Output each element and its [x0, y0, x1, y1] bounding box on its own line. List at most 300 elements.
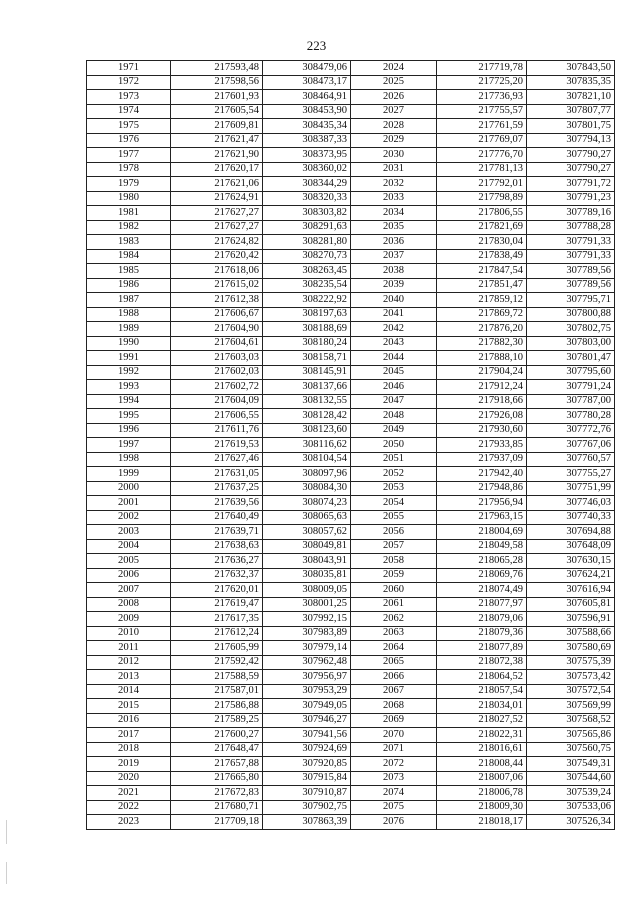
table-cell-y-coordinate: 308320,33 [263, 191, 351, 206]
table-cell-y-coordinate: 308464,91 [263, 90, 351, 105]
table-cell-point-number: 2059 [351, 568, 437, 583]
table-row [87, 293, 615, 308]
table-row [87, 525, 615, 540]
table-cell-y-coordinate: 308057,62 [263, 525, 351, 540]
table-cell-point-number: 2025 [351, 75, 437, 90]
table-cell-point-number: 2036 [351, 235, 437, 250]
table-cell-y-coordinate: 307915,84 [263, 771, 351, 786]
table-cell-y-coordinate: 308074,23 [263, 496, 351, 511]
table-cell-y-coordinate: 307941,56 [263, 728, 351, 743]
table-cell-x-coordinate: 217876,20 [437, 322, 527, 337]
table-row [87, 597, 615, 612]
table-cell-y-coordinate: 307560,75 [527, 742, 615, 757]
table-cell-x-coordinate: 217617,35 [171, 612, 263, 627]
table-cell-point-number: 1992 [87, 365, 171, 380]
table-cell-x-coordinate: 217600,27 [171, 728, 263, 743]
table-cell-x-coordinate: 217627,27 [171, 220, 263, 235]
table-cell-point-number: 1987 [87, 293, 171, 308]
table-cell-x-coordinate: 218027,52 [437, 713, 527, 728]
table-cell-x-coordinate: 217620,17 [171, 162, 263, 177]
table-cell-x-coordinate: 217851,47 [437, 278, 527, 293]
table-cell-point-number: 2058 [351, 554, 437, 569]
table-cell-y-coordinate: 307946,27 [263, 713, 351, 728]
table-cell-y-coordinate: 307549,31 [527, 757, 615, 772]
table-cell-y-coordinate: 308473,17 [263, 75, 351, 90]
table-cell-y-coordinate: 307956,97 [263, 670, 351, 685]
table-cell-x-coordinate: 217637,25 [171, 481, 263, 496]
table-row [87, 641, 615, 656]
table-cell-x-coordinate: 217604,61 [171, 336, 263, 351]
table-cell-point-number: 2054 [351, 496, 437, 511]
table-cell-point-number: 2030 [351, 148, 437, 163]
table-row [87, 815, 615, 830]
table-cell-point-number: 2020 [87, 771, 171, 786]
table-cell-point-number: 2044 [351, 351, 437, 366]
table-cell-y-coordinate: 308180,24 [263, 336, 351, 351]
table-cell-x-coordinate: 217618,06 [171, 264, 263, 279]
table-cell-x-coordinate: 217593,48 [171, 61, 263, 76]
table-row [87, 771, 615, 786]
table-cell-x-coordinate: 217847,54 [437, 264, 527, 279]
table-cell-x-coordinate: 217598,56 [171, 75, 263, 90]
table-cell-point-number: 2010 [87, 626, 171, 641]
table-cell-x-coordinate: 218016,61 [437, 742, 527, 757]
table-cell-y-coordinate: 308222,92 [263, 293, 351, 308]
table-cell-y-coordinate: 307791,33 [527, 235, 615, 250]
table-cell-y-coordinate: 307791,72 [527, 177, 615, 192]
table-row [87, 278, 615, 293]
table-cell-y-coordinate: 307789,16 [527, 206, 615, 221]
table-cell-x-coordinate: 217627,46 [171, 452, 263, 467]
table-row [87, 394, 615, 409]
table-cell-y-coordinate: 308344,29 [263, 177, 351, 192]
table-cell-point-number: 2048 [351, 409, 437, 424]
table-cell-point-number: 2029 [351, 133, 437, 148]
table-cell-y-coordinate: 308291,63 [263, 220, 351, 235]
table-cell-x-coordinate: 217838,49 [437, 249, 527, 264]
table-cell-x-coordinate: 217619,53 [171, 438, 263, 453]
table-cell-point-number: 2042 [351, 322, 437, 337]
table-cell-y-coordinate: 307791,23 [527, 191, 615, 206]
table-cell-y-coordinate: 308137,66 [263, 380, 351, 395]
table-cell-point-number: 2055 [351, 510, 437, 525]
table-cell-y-coordinate: 308065,63 [263, 510, 351, 525]
table-cell-y-coordinate: 307795,71 [527, 293, 615, 308]
table-cell-point-number: 1972 [87, 75, 171, 90]
table-cell-y-coordinate: 307910,87 [263, 786, 351, 801]
table-cell-y-coordinate: 308435,34 [263, 119, 351, 134]
table-cell-x-coordinate: 217611,76 [171, 423, 263, 438]
table-cell-y-coordinate: 307790,27 [527, 148, 615, 163]
table-cell-point-number: 2033 [351, 191, 437, 206]
table-cell-y-coordinate: 307789,56 [527, 278, 615, 293]
table-cell-y-coordinate: 308373,95 [263, 148, 351, 163]
table-cell-point-number: 1979 [87, 177, 171, 192]
table-cell-point-number: 1995 [87, 409, 171, 424]
table-cell-point-number: 2060 [351, 583, 437, 598]
coordinate-table [86, 60, 615, 830]
table-row [87, 583, 615, 598]
table-cell-x-coordinate: 218008,44 [437, 757, 527, 772]
table-cell-x-coordinate: 217586,88 [171, 699, 263, 714]
table-row [87, 438, 615, 453]
table-cell-x-coordinate: 217933,85 [437, 438, 527, 453]
table-cell-point-number: 2070 [351, 728, 437, 743]
table-cell-x-coordinate: 217636,27 [171, 554, 263, 569]
table-cell-y-coordinate: 307751,99 [527, 481, 615, 496]
table-cell-y-coordinate: 308132,55 [263, 394, 351, 409]
table-cell-point-number: 2047 [351, 394, 437, 409]
table-cell-y-coordinate: 307807,77 [527, 104, 615, 119]
table-cell-x-coordinate: 217612,24 [171, 626, 263, 641]
table-row [87, 322, 615, 337]
table-cell-y-coordinate: 307920,85 [263, 757, 351, 772]
table-cell-x-coordinate: 217619,47 [171, 597, 263, 612]
table-cell-y-coordinate: 308049,81 [263, 539, 351, 554]
table-row [87, 510, 615, 525]
table-cell-y-coordinate: 307835,35 [527, 75, 615, 90]
table-cell-y-coordinate: 308360,02 [263, 162, 351, 177]
table-cell-point-number: 1984 [87, 249, 171, 264]
table-cell-point-number: 2043 [351, 336, 437, 351]
table-cell-x-coordinate: 217620,42 [171, 249, 263, 264]
table-cell-x-coordinate: 218018,17 [437, 815, 527, 830]
table-cell-point-number: 2022 [87, 800, 171, 815]
table-cell-x-coordinate: 217632,37 [171, 568, 263, 583]
table-cell-x-coordinate: 218077,97 [437, 597, 527, 612]
table-cell-y-coordinate: 307746,03 [527, 496, 615, 511]
table-cell-point-number: 2072 [351, 757, 437, 772]
table-cell-x-coordinate: 217719,78 [437, 61, 527, 76]
table-cell-x-coordinate: 217657,88 [171, 757, 263, 772]
table-cell-x-coordinate: 217781,13 [437, 162, 527, 177]
table-cell-y-coordinate: 308263,45 [263, 264, 351, 279]
table-cell-x-coordinate: 217604,90 [171, 322, 263, 337]
table-cell-y-coordinate: 308188,69 [263, 322, 351, 337]
table-cell-point-number: 2035 [351, 220, 437, 235]
table-cell-y-coordinate: 307596,91 [527, 612, 615, 627]
table-cell-x-coordinate: 217926,08 [437, 409, 527, 424]
table-cell-point-number: 2017 [87, 728, 171, 743]
table-cell-point-number: 2053 [351, 481, 437, 496]
table-cell-x-coordinate: 217755,57 [437, 104, 527, 119]
table-cell-point-number: 2039 [351, 278, 437, 293]
table-cell-x-coordinate: 217606,55 [171, 409, 263, 424]
table-cell-point-number: 1997 [87, 438, 171, 453]
table-cell-y-coordinate: 307794,13 [527, 133, 615, 148]
table-cell-y-coordinate: 307790,27 [527, 162, 615, 177]
table-cell-x-coordinate: 217761,59 [437, 119, 527, 134]
table-cell-y-coordinate: 307801,75 [527, 119, 615, 134]
table-cell-x-coordinate: 217621,47 [171, 133, 263, 148]
table-cell-x-coordinate: 217621,90 [171, 148, 263, 163]
table-row [87, 206, 615, 221]
table-cell-y-coordinate: 308453,90 [263, 104, 351, 119]
table-cell-y-coordinate: 307755,27 [527, 467, 615, 482]
table-cell-point-number: 1996 [87, 423, 171, 438]
table-cell-point-number: 1977 [87, 148, 171, 163]
table-cell-point-number: 2003 [87, 525, 171, 540]
table-cell-y-coordinate: 307791,24 [527, 380, 615, 395]
table-cell-x-coordinate: 217792,01 [437, 177, 527, 192]
table-cell-x-coordinate: 217963,15 [437, 510, 527, 525]
table-cell-x-coordinate: 218022,31 [437, 728, 527, 743]
table-cell-point-number: 2076 [351, 815, 437, 830]
table-cell-y-coordinate: 307694,88 [527, 525, 615, 540]
table-row [87, 554, 615, 569]
table-cell-y-coordinate: 307572,54 [527, 684, 615, 699]
table-row [87, 133, 615, 148]
table-cell-x-coordinate: 217888,10 [437, 351, 527, 366]
table-cell-x-coordinate: 217912,24 [437, 380, 527, 395]
table-cell-point-number: 2004 [87, 539, 171, 554]
table-cell-point-number: 2062 [351, 612, 437, 627]
table-row [87, 336, 615, 351]
table-row [87, 655, 615, 670]
table-cell-x-coordinate: 217631,05 [171, 467, 263, 482]
table-cell-point-number: 2073 [351, 771, 437, 786]
table-cell-point-number: 2052 [351, 467, 437, 482]
table-cell-y-coordinate: 307949,05 [263, 699, 351, 714]
table-cell-x-coordinate: 218065,28 [437, 554, 527, 569]
table-cell-point-number: 1982 [87, 220, 171, 235]
table-cell-x-coordinate: 217606,67 [171, 307, 263, 322]
table-cell-y-coordinate: 308145,91 [263, 365, 351, 380]
table-cell-point-number: 2026 [351, 90, 437, 105]
table-cell-x-coordinate: 218049,58 [437, 539, 527, 554]
table-cell-y-coordinate: 307616,94 [527, 583, 615, 598]
table-cell-x-coordinate: 218079,06 [437, 612, 527, 627]
table-row [87, 728, 615, 743]
table-cell-y-coordinate: 308479,06 [263, 61, 351, 76]
table-cell-y-coordinate: 308097,96 [263, 467, 351, 482]
table-cell-y-coordinate: 307821,10 [527, 90, 615, 105]
table-cell-y-coordinate: 307569,99 [527, 699, 615, 714]
table-row [87, 713, 615, 728]
table-cell-point-number: 2028 [351, 119, 437, 134]
table-cell-x-coordinate: 217620,01 [171, 583, 263, 598]
table-cell-y-coordinate: 307863,39 [263, 815, 351, 830]
table-row [87, 626, 615, 641]
table-cell-x-coordinate: 217624,91 [171, 191, 263, 206]
table-cell-point-number: 1989 [87, 322, 171, 337]
table-row [87, 800, 615, 815]
table-row [87, 148, 615, 163]
table-cell-x-coordinate: 217769,07 [437, 133, 527, 148]
table-cell-x-coordinate: 218004,69 [437, 525, 527, 540]
table-row [87, 162, 615, 177]
table-cell-y-coordinate: 308281,80 [263, 235, 351, 250]
table-cell-y-coordinate: 307624,21 [527, 568, 615, 583]
table-cell-x-coordinate: 217592,42 [171, 655, 263, 670]
table-cell-point-number: 2018 [87, 742, 171, 757]
table-cell-x-coordinate: 217776,70 [437, 148, 527, 163]
table-row [87, 423, 615, 438]
table-cell-point-number: 2031 [351, 162, 437, 177]
table-cell-x-coordinate: 217601,93 [171, 90, 263, 105]
table-cell-y-coordinate: 307802,75 [527, 322, 615, 337]
table-row [87, 699, 615, 714]
table-cell-point-number: 1971 [87, 61, 171, 76]
table-row [87, 119, 615, 134]
table-cell-point-number: 1999 [87, 467, 171, 482]
table-cell-point-number: 2008 [87, 597, 171, 612]
table-cell-x-coordinate: 217604,09 [171, 394, 263, 409]
table-cell-x-coordinate: 217638,63 [171, 539, 263, 554]
table-cell-x-coordinate: 217948,86 [437, 481, 527, 496]
table-row [87, 496, 615, 511]
table-cell-x-coordinate: 217648,47 [171, 742, 263, 757]
table-cell-y-coordinate: 307573,42 [527, 670, 615, 685]
table-cell-y-coordinate: 307983,89 [263, 626, 351, 641]
table-cell-y-coordinate: 307648,09 [527, 539, 615, 554]
table-cell-point-number: 2027 [351, 104, 437, 119]
table-cell-y-coordinate: 308116,62 [263, 438, 351, 453]
table-cell-x-coordinate: 217640,49 [171, 510, 263, 525]
table-cell-x-coordinate: 217665,80 [171, 771, 263, 786]
table-row [87, 786, 615, 801]
table-cell-point-number: 1980 [87, 191, 171, 206]
table-cell-point-number: 2041 [351, 307, 437, 322]
table-cell-y-coordinate: 308235,54 [263, 278, 351, 293]
table-cell-point-number: 1993 [87, 380, 171, 395]
scan-edge-mark [6, 820, 7, 844]
table-cell-y-coordinate: 307788,28 [527, 220, 615, 235]
table-cell-point-number: 2061 [351, 597, 437, 612]
table-row [87, 191, 615, 206]
table-cell-x-coordinate: 218079,36 [437, 626, 527, 641]
table-cell-x-coordinate: 217627,27 [171, 206, 263, 221]
table-cell-y-coordinate: 307605,81 [527, 597, 615, 612]
table-cell-point-number: 1983 [87, 235, 171, 250]
table-cell-y-coordinate: 307588,66 [527, 626, 615, 641]
table-row [87, 452, 615, 467]
table-cell-x-coordinate: 217904,24 [437, 365, 527, 380]
table-cell-point-number: 1986 [87, 278, 171, 293]
table-cell-y-coordinate: 308387,33 [263, 133, 351, 148]
table-cell-y-coordinate: 307760,57 [527, 452, 615, 467]
table-cell-y-coordinate: 308128,42 [263, 409, 351, 424]
table-row [87, 684, 615, 699]
table-row [87, 75, 615, 90]
table-cell-y-coordinate: 308303,82 [263, 206, 351, 221]
table-row [87, 264, 615, 279]
table-cell-y-coordinate: 307791,33 [527, 249, 615, 264]
table-cell-point-number: 2075 [351, 800, 437, 815]
table-cell-x-coordinate: 218034,01 [437, 699, 527, 714]
table-cell-y-coordinate: 308270,73 [263, 249, 351, 264]
table-cell-point-number: 1978 [87, 162, 171, 177]
table-cell-x-coordinate: 217615,02 [171, 278, 263, 293]
table-cell-x-coordinate: 217937,09 [437, 452, 527, 467]
table-cell-x-coordinate: 217589,25 [171, 713, 263, 728]
table-cell-x-coordinate: 217736,93 [437, 90, 527, 105]
table-cell-y-coordinate: 307992,15 [263, 612, 351, 627]
table-cell-y-coordinate: 308197,63 [263, 307, 351, 322]
table-cell-x-coordinate: 217918,66 [437, 394, 527, 409]
table-cell-x-coordinate: 217680,71 [171, 800, 263, 815]
table-cell-x-coordinate: 218006,78 [437, 786, 527, 801]
table-cell-y-coordinate: 307568,52 [527, 713, 615, 728]
table-cell-y-coordinate: 307843,50 [527, 61, 615, 76]
table-cell-point-number: 2068 [351, 699, 437, 714]
table-cell-point-number: 2005 [87, 554, 171, 569]
table-cell-point-number: 2000 [87, 481, 171, 496]
table-row [87, 481, 615, 496]
table-cell-x-coordinate: 218077,89 [437, 641, 527, 656]
table-cell-y-coordinate: 307526,34 [527, 815, 615, 830]
table-cell-point-number: 2034 [351, 206, 437, 221]
table-cell-x-coordinate: 217624,82 [171, 235, 263, 250]
table-cell-x-coordinate: 218064,52 [437, 670, 527, 685]
table-cell-point-number: 1974 [87, 104, 171, 119]
table-cell-y-coordinate: 308009,05 [263, 583, 351, 598]
table-cell-x-coordinate: 217621,06 [171, 177, 263, 192]
table-row [87, 742, 615, 757]
table-row [87, 104, 615, 119]
table-cell-x-coordinate: 217605,99 [171, 641, 263, 656]
coordinate-table-body [87, 61, 615, 830]
table-cell-y-coordinate: 307953,29 [263, 684, 351, 699]
table-cell-y-coordinate: 307580,69 [527, 641, 615, 656]
table-cell-point-number: 2067 [351, 684, 437, 699]
table-cell-point-number: 2016 [87, 713, 171, 728]
table-cell-point-number: 2006 [87, 568, 171, 583]
table-cell-x-coordinate: 217603,03 [171, 351, 263, 366]
table-cell-point-number: 2040 [351, 293, 437, 308]
table-cell-x-coordinate: 217859,12 [437, 293, 527, 308]
table-cell-point-number: 2049 [351, 423, 437, 438]
table-cell-point-number: 2013 [87, 670, 171, 685]
table-cell-point-number: 1990 [87, 336, 171, 351]
table-cell-point-number: 2037 [351, 249, 437, 264]
table-cell-x-coordinate: 217709,18 [171, 815, 263, 830]
table-cell-x-coordinate: 217930,60 [437, 423, 527, 438]
table-cell-y-coordinate: 307544,60 [527, 771, 615, 786]
table-cell-y-coordinate: 307789,56 [527, 264, 615, 279]
table-cell-y-coordinate: 307902,75 [263, 800, 351, 815]
table-cell-point-number: 2021 [87, 786, 171, 801]
table-row [87, 757, 615, 772]
table-row [87, 351, 615, 366]
table-cell-point-number: 2071 [351, 742, 437, 757]
table-cell-point-number: 1985 [87, 264, 171, 279]
table-cell-x-coordinate: 217609,81 [171, 119, 263, 134]
table-cell-point-number: 2015 [87, 699, 171, 714]
table-cell-y-coordinate: 307962,48 [263, 655, 351, 670]
table-cell-point-number: 2038 [351, 264, 437, 279]
table-cell-x-coordinate: 218069,76 [437, 568, 527, 583]
table-cell-point-number: 2014 [87, 684, 171, 699]
table-cell-y-coordinate: 307533,06 [527, 800, 615, 815]
table-cell-y-coordinate: 307979,14 [263, 641, 351, 656]
table-cell-point-number: 2002 [87, 510, 171, 525]
table-cell-point-number: 2069 [351, 713, 437, 728]
table-row [87, 61, 615, 76]
table-cell-y-coordinate: 307740,33 [527, 510, 615, 525]
table-cell-x-coordinate: 217639,71 [171, 525, 263, 540]
table-cell-point-number: 2046 [351, 380, 437, 395]
table-cell-x-coordinate: 217612,38 [171, 293, 263, 308]
page-number: 223 [306, 38, 327, 53]
table-cell-point-number: 2001 [87, 496, 171, 511]
table-cell-point-number: 1973 [87, 90, 171, 105]
table-cell-x-coordinate: 218007,06 [437, 771, 527, 786]
table-cell-point-number: 2045 [351, 365, 437, 380]
table-cell-point-number: 1994 [87, 394, 171, 409]
table-cell-point-number: 2023 [87, 815, 171, 830]
table-cell-x-coordinate: 217882,30 [437, 336, 527, 351]
